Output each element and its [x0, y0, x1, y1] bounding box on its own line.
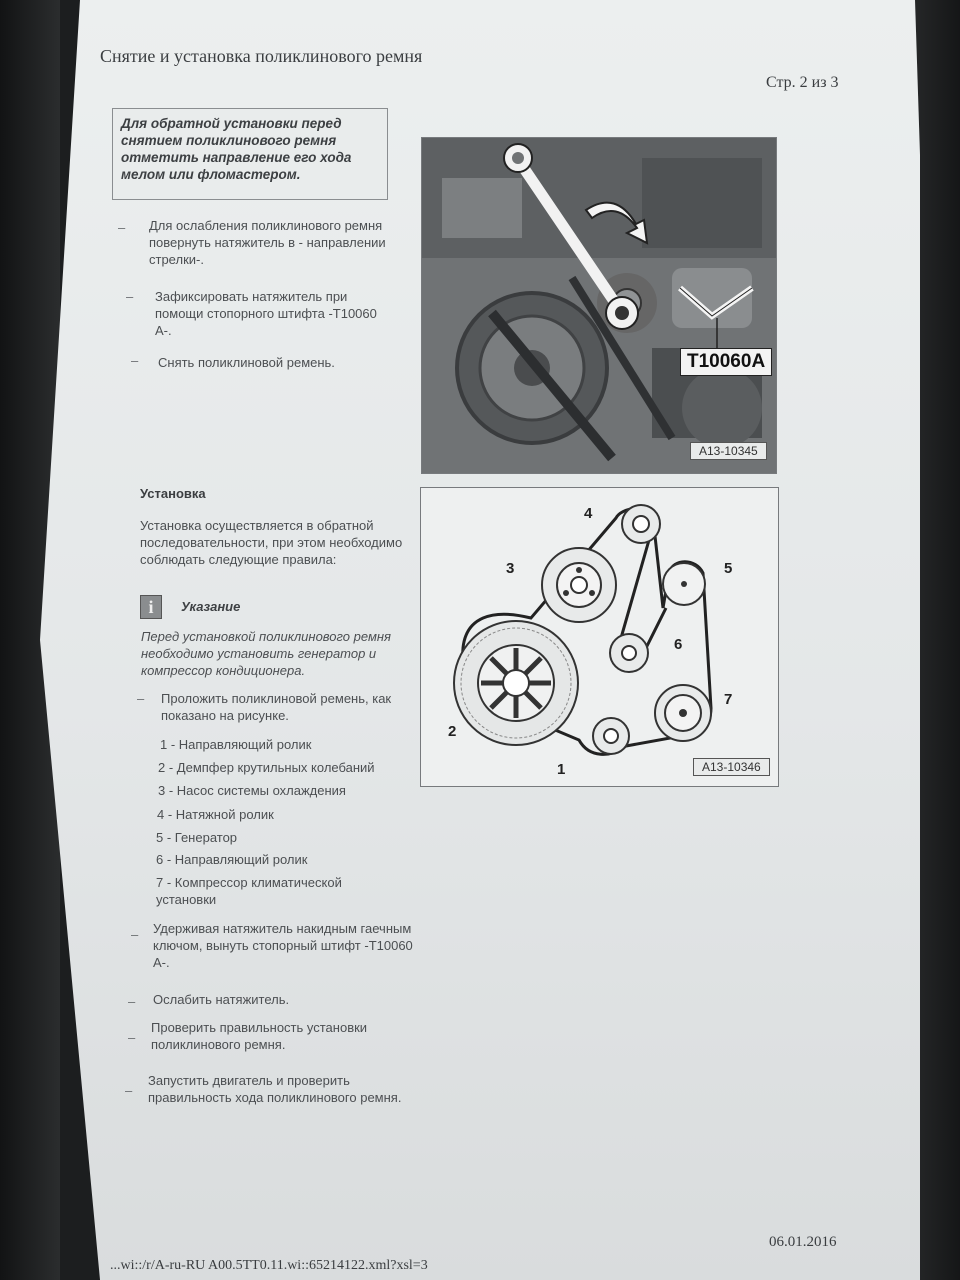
callout-4: 4 [584, 505, 593, 522]
tensioner-pulley-icon [622, 505, 660, 543]
legend-item-5: 5 - Генератор [156, 830, 238, 845]
installation-intro: Установка осуществляется в обратной последовательности, при этом необходимо соблюдать следующие правила: [140, 518, 403, 567]
guide-roller-icon [593, 718, 629, 754]
bullet: – [131, 353, 139, 368]
legend-item-1: 1 - Направляющий ролик [160, 737, 312, 752]
callout-5: 5 [724, 560, 733, 577]
callout-6: 6 [674, 636, 683, 653]
notice-box: Для обратной установки перед снятием поликлинового ремня отметить направление его хода мелом или фломастером. [112, 108, 388, 200]
legend-item-2: 2 - Демпфер крутильных колебаний [158, 760, 375, 775]
final-step-3: Проверить правильность установки поликлинового ремня. [151, 1020, 368, 1052]
legend-item-3: 3 - Насос системы охлаждения [158, 783, 346, 798]
figure-code: A13-10346 [693, 758, 770, 776]
engine-illustration [422, 138, 776, 473]
removal-step-2: Зафиксировать натяжитель при помощи стопорного штифта -T10060 A-. [155, 289, 377, 338]
figure-belt-routing [420, 487, 779, 787]
section-heading: Установка [140, 486, 206, 501]
water-pump-pulley-icon [542, 548, 616, 622]
legend-item-7: 7 - Компрессор климатической установки [156, 875, 342, 907]
print-date: 06.01.2016 [769, 1234, 837, 1250]
removal-step-1: Для ослабления поликлинового ремня повернуть натяжитель в - направлении стрелки-. [149, 218, 386, 267]
bullet: – [128, 994, 136, 1009]
callout-7: 7 [724, 691, 733, 708]
figure-code: A13-10345 [690, 442, 767, 460]
bullet: – [126, 289, 134, 304]
bullet: – [125, 1083, 133, 1098]
bullet: – [137, 691, 145, 706]
note-text: Перед установкой поликлинового ремня необходимо установить генератор и компрессор кондиционера. [141, 629, 391, 678]
bullet: – [118, 220, 126, 235]
idler-pulley-icon [610, 634, 648, 672]
note-title: Указание [181, 599, 241, 614]
belt-routing-diagram [421, 488, 778, 786]
final-step-1: Удерживая натяжитель накидным гаечным ключом, вынуть стопорный штифт -T10060 A-. [153, 921, 413, 970]
final-step-4: Запустить двигатель и проверить правильность хода поликлинового ремня. [148, 1073, 402, 1105]
source-url: ...wi::/r/A-ru-RU A00.5TT0.11.wi::65214122.xml?xsl=3 [110, 1258, 428, 1273]
legend-item-4: 4 - Натяжной ролик [157, 807, 274, 822]
bullet: – [128, 1030, 136, 1045]
document-title: Снятие и установка поликлинового ремня [100, 46, 423, 66]
page-number: Стр. 2 из 3 [766, 74, 839, 91]
tool-label: T10060A [680, 348, 772, 376]
install-step-lay-belt: Проложить поликлиновой ремень, как показано на рисунке. [161, 691, 392, 723]
legend-item-6: 6 - Направляющий ролик [156, 852, 308, 867]
bullet: – [131, 927, 139, 942]
callout-2: 2 [448, 723, 457, 740]
removal-step-3: Снять поликлиновой ремень. [158, 355, 335, 370]
damper-pulley-icon [454, 621, 578, 745]
generator-pulley-icon [663, 563, 705, 605]
figure-engine-tensioner [421, 137, 777, 474]
compressor-pulley-icon [655, 685, 711, 741]
callout-3: 3 [506, 560, 515, 577]
info-icon: i [140, 595, 162, 619]
callout-1: 1 [557, 761, 566, 778]
final-step-2: Ослабить натяжитель. [153, 992, 290, 1007]
